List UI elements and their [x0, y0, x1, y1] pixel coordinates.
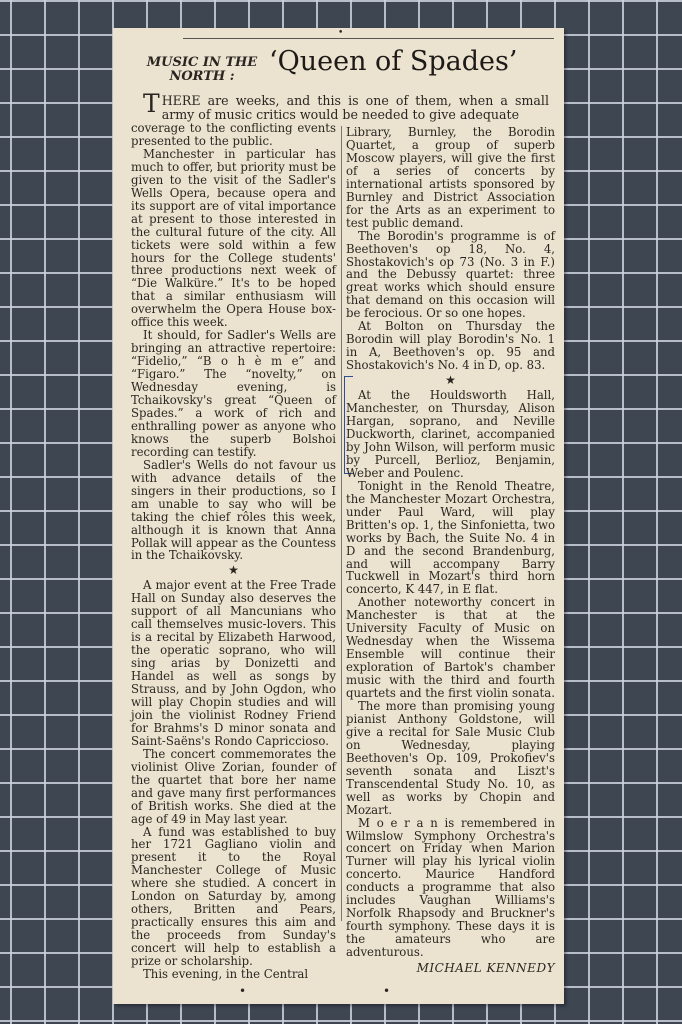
lead-paragraph — [143, 89, 549, 122]
kicker: MUSIC IN THE NORTH : — [146, 55, 258, 84]
right-paragraphs-2 — [346, 389, 555, 959]
column-rule — [341, 126, 342, 921]
paragraph: This evening, in the Central — [143, 967, 309, 981]
star-separator-left: ★ — [228, 563, 239, 578]
top-mark: • — [338, 28, 344, 38]
left-paragraphs-2 — [131, 579, 336, 981]
left-paragraphs — [131, 122, 336, 562]
byline: MICHAEL KENNEDY — [416, 961, 555, 976]
headline: ‘Queen of Spades’ — [269, 46, 518, 77]
drop-cap: T — [143, 89, 160, 118]
star-separator-right: ★ — [445, 373, 456, 388]
paragraph: The more than promising young pianist Anthony Goldstone, will give a recital for Sale Music Club on Wednesday, playing Beethoven's Op. 109, Prokofiev's seventh sonata and Liszt's Transcendental Study No. 10, as well as works by Chopin and Mozart. — [346, 698, 555, 817]
right-paragraphs — [346, 126, 555, 372]
paragraph: Another noteworthy concert in Manchester is that at the University Faculty of Music on Wednesday when the Wissema Ensemble will continue their exploration of Bartok's chamber music with the third and fourth quartets and the first violin sonata. — [346, 595, 555, 701]
paragraph: Library, Burnley, the Borodin Quartet, a group of superb Moscow players, will give the first of a series of concerts by international artists sponsored by Burnley and District Association for the Arts as an experiment to test public demand. — [346, 125, 555, 230]
newspaper-clipping — [113, 28, 564, 1004]
paragraph: A fund was established to buy her 1721 Gagliano violin and present it to the Royal Manchester College of Music where she studied. A concert in London on Saturday by, among others, Britten and Pears, practically ensures this aim and the proceeds from Sunday's concert will help to establish a prize or scholarship. — [131, 824, 336, 969]
paragraph: The concert commemorates the violinist Olive Zorian, founder of the quartet that bore her name and gave many first performances of British works. She died at the age of 49 in May last year. — [131, 746, 336, 826]
paragraph: Sadler's Wells do not favour us with advance details of the singers in their productions, so I am unable to say who will be taking the chief rôles this week, although it is known that Anna Pollak will appear as the Countess in the Tchaikovsky. — [131, 457, 336, 563]
paragraph: Manchester in particular has much to offer, but priority must be given to the visit of the Sadler's Wells Opera, because opera and its support are of vital importance at present to those interested in the cultural future of the city. All tickets were sold within a few hours for the College students' three productions next week of “Die Walküre.” It's to be hoped that a similar enthusiasm will overwhelm the Opera House box-office this week. — [131, 146, 336, 330]
paragraph: It should, for Sadler's Wells are bringing an attractive repertoire: “Fidelio,” “B o h è m e” and “Figaro.” The “novelty,” on Wednesday evening, is Tchaikovsky's great “Queen of Spades.” a work of rich and enthralling power as anyone who knows the superb Bolshoi recording can testify. — [131, 328, 336, 459]
top-rule — [183, 38, 554, 39]
paragraph: At the Houldsworth Hall, Manchester, on Thursday, Alison Hargan, soprano, and Neville Duckworth, clarinet, accompanied by John Wilson, will perform music by Purcell, Berlioz, Benjamin, Weber and Poulenc. — [346, 388, 555, 480]
bottom-mark-2: • — [383, 984, 391, 998]
paragraph: At Bolton on Thursday the Borodin will play Borodin's No. 1 in A, Beethoven's op. 95 and Shostakovich's No. 4 in D, op. 83. — [346, 319, 555, 373]
column-left — [131, 122, 336, 981]
paragraph: The Borodin's programme is of Beethoven's op 18, No. 4, Shostakovich's op 73 (No. 3 in F.) and the Debussy quartet: three great works which should ensure that demand on this occasion will be ferocious. Or so one hopes. — [346, 228, 555, 321]
paragraph: A major event at the Free Trade Hall on Sunday also deserves the support of all Mancunians who call themselves music-lovers. This is a recital by Elizabeth Harwood, the operatic soprano, who will sing arias by Donizetti and Handel as well as songs by Strauss, and by John Ogdon, who will play Chopin studies and will join the violinist Rodney Friend for Brahms's D minor sonata and Saint-Saëns's Rondo Capriccioso. — [131, 578, 336, 748]
paragraph: M o e r a n is remembered in Wilmslow Symphony Orchestra's concert on Friday when Marion Turner will play his lyrical violin concerto. Maurice Handford conducts a programme that also includes Vaughan Williams's Norfolk Rhapsody and Bruckner's fourth symphony. These days it is the amateurs who are adventurous. — [346, 815, 555, 960]
paragraph: Tonight in the Renold Theatre, the Manchester Mozart Orchestra, under Paul Ward, will play Britten's op. 1, the Sinfonietta, two works by Bach, the Suite No. 4 in D and the second Brandenburg, and will accompany Barry Tuckwell in Mozart's third horn concerto, K 447, in E flat. — [346, 478, 555, 597]
lead-text: HERE are weeks, and this is one of them, when a small army of music critics would be needed to give adequate — [161, 93, 549, 122]
column-right — [346, 126, 555, 975]
paragraph: coverage to the conflicting events presented to the public. — [131, 121, 336, 148]
bottom-mark-1: • — [239, 984, 247, 998]
